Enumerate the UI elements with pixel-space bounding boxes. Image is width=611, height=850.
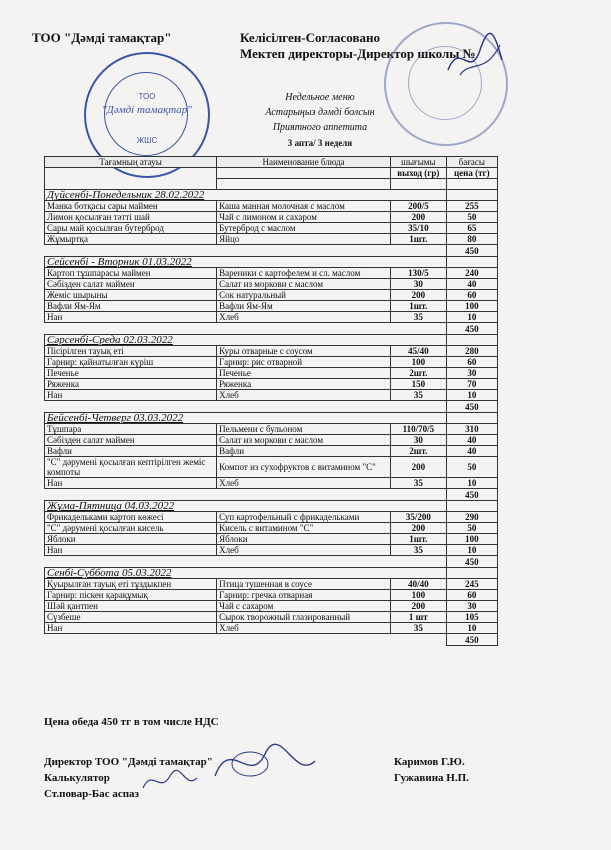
dish-yield: 35/200 <box>391 512 447 523</box>
dish-name-kz: Ряженка <box>45 379 217 390</box>
dish-name-ru: Суп картофельный с фрикадельками <box>217 512 391 523</box>
dish-yield: 1шт. <box>391 301 447 312</box>
dish-yield: 1 шт <box>391 612 447 623</box>
table-row <box>45 279 498 290</box>
day-total-row <box>45 323 498 335</box>
col-yield-kz: шығымы <box>391 157 447 168</box>
col-price-ru: цена (тг) <box>446 168 497 179</box>
dish-name-kz: Печенье <box>45 368 217 379</box>
day-header-row <box>45 501 498 512</box>
day-header-row <box>45 413 498 424</box>
day-title: Сәрсенбі-Среда 02.03.2022 <box>45 335 447 346</box>
dish-name-ru: Сок натуральный <box>217 290 391 301</box>
dish-yield: 200/5 <box>391 201 447 212</box>
dish-name-ru: Гарнир: рис отварной <box>217 357 391 368</box>
table-row <box>45 446 498 457</box>
dish-yield: 100 <box>391 357 447 368</box>
day-header-row <box>45 335 498 346</box>
dish-name-ru: Хлеб <box>217 312 391 323</box>
menu-subtitle-ru: Приятного аппетита <box>272 122 368 133</box>
dish-name-ru: Сырок творожный глазированный <box>217 612 391 623</box>
col-price-kz: бағасы <box>446 157 497 168</box>
dish-name-ru: Хлеб <box>217 623 391 634</box>
dish-yield: 35/10 <box>391 223 447 234</box>
dish-name-kz: Сәбізден салат маймен <box>45 435 217 446</box>
table-row <box>45 346 498 357</box>
menu-subtitle-kz: Астарыңыз дәмді болсын <box>265 107 375 118</box>
dish-price: 240 <box>446 268 497 279</box>
table-row <box>45 312 498 323</box>
day-title: Дүйсенбі-Понедельник 28.02.2022 <box>45 190 447 201</box>
dish-name-ru: Яблоки <box>217 534 391 545</box>
signature-director-mark <box>210 736 320 796</box>
dish-price: 50 <box>446 523 497 534</box>
day-total: 450 <box>446 245 497 257</box>
dish-name-ru: Салат из моркови с маслом <box>217 435 391 446</box>
table-row <box>45 379 498 390</box>
table-row <box>45 424 498 435</box>
day-total: 450 <box>446 401 497 413</box>
day-total-row <box>45 634 498 646</box>
dish-name-kz: Сәбізден салат маймен <box>45 279 217 290</box>
menu-title: Недельное меню <box>285 92 355 103</box>
dish-name-kz: Фрикадельками картоп көжесі <box>45 512 217 523</box>
table-row <box>45 612 498 623</box>
table-row <box>45 534 498 545</box>
day-total: 450 <box>446 556 497 568</box>
dish-yield: 2шт. <box>391 368 447 379</box>
dish-name-ru: Куры отварные с соусом <box>217 346 391 357</box>
dish-yield: 35 <box>391 478 447 489</box>
dish-name-kz: Нан <box>45 478 217 489</box>
dish-price: 40 <box>446 446 497 457</box>
dish-name-ru: Вафли <box>217 446 391 457</box>
dish-name-ru: Чай с лимоном и сахаром <box>217 212 391 223</box>
dish-price: 245 <box>446 579 497 590</box>
dish-price: 60 <box>446 590 497 601</box>
dish-yield: 35 <box>391 312 447 323</box>
dish-price: 50 <box>446 212 497 223</box>
dish-yield: 200 <box>391 212 447 223</box>
col-ru-name: Наименование блюда <box>217 157 391 168</box>
dish-name-kz: "С" дәрумені қосылған кептірілген жеміс компоты <box>45 457 217 478</box>
dish-price: 290 <box>446 512 497 523</box>
dish-name-kz: Гарнир: қайнатылған күріш <box>45 357 217 368</box>
header-row <box>45 157 498 168</box>
day-header-row <box>45 257 498 268</box>
dish-name-kz: Яблоки <box>45 534 217 545</box>
signature-name-director: Каримов Г.Ю. <box>394 756 465 768</box>
company-name: ТОО "Дәмді тамақтар" <box>32 30 172 45</box>
table-row <box>45 290 498 301</box>
dish-yield: 30 <box>391 435 447 446</box>
table-row <box>45 201 498 212</box>
dish-name-kz: Сүзбеше <box>45 612 217 623</box>
day-title: Бейсенбі-Четверг 03.03.2022 <box>45 413 447 424</box>
dish-name-ru: Птица тушенная в соусе <box>217 579 391 590</box>
dish-name-ru: Салат из моркови с маслом <box>217 279 391 290</box>
dish-name-kz: Нан <box>45 390 217 401</box>
table-row <box>45 623 498 634</box>
dish-name-ru: Ряженка <box>217 379 391 390</box>
dish-yield: 130/5 <box>391 268 447 279</box>
dish-price: 10 <box>446 623 497 634</box>
day-title: Сенбі-Суббота 05.03.2022 <box>45 568 447 579</box>
table-row <box>45 301 498 312</box>
director-signature <box>440 30 510 90</box>
dish-name-ru: Печенье <box>217 368 391 379</box>
dish-price: 65 <box>446 223 497 234</box>
table-row <box>45 601 498 612</box>
day-title: Жұма-Пятница 04.03.2022 <box>45 501 447 512</box>
dish-name-ru: Кисель с витамином "С" <box>217 523 391 534</box>
dish-name-kz: Жұмыртқа <box>45 234 217 245</box>
table-row <box>45 579 498 590</box>
table-row <box>45 234 498 245</box>
dish-name-kz: Гарнир: піскен қарақұмық <box>45 590 217 601</box>
dish-yield: 1шт. <box>391 534 447 545</box>
dish-name-kz: Вафли <box>45 446 217 457</box>
dish-name-kz: Картоп тұшпарасы маймен <box>45 268 217 279</box>
dish-price: 60 <box>446 290 497 301</box>
dish-yield: 35 <box>391 623 447 634</box>
day-header-row <box>45 190 498 201</box>
dish-yield: 150 <box>391 379 447 390</box>
day-total: 450 <box>446 634 497 646</box>
dish-yield: 40/40 <box>391 579 447 590</box>
dish-name-ru: Хлеб <box>217 545 391 556</box>
day-total-row <box>45 401 498 413</box>
dish-name-ru: Бутерброд с маслом <box>217 223 391 234</box>
dish-name-ru: Вафли Ям-Ям <box>217 301 391 312</box>
dish-yield: 200 <box>391 290 447 301</box>
signature-role-director: Директор ТОО "Дәмді тамақтар" <box>44 756 213 768</box>
day-header-row <box>45 568 498 579</box>
day-total-row <box>45 556 498 568</box>
dish-name-kz: Тұшпара <box>45 424 217 435</box>
table-row <box>45 523 498 534</box>
table-row <box>45 212 498 223</box>
dish-price: 30 <box>446 368 497 379</box>
dish-price: 60 <box>446 357 497 368</box>
stamp-name-text: "Дәмді тамақтар" <box>102 104 192 116</box>
price-note: Цена обеда 450 тг в том числе НДС <box>44 716 219 728</box>
dish-name-ru: Гарнир: гречка отварная <box>217 590 391 601</box>
col-yield-ru: выход (гр) <box>391 168 447 179</box>
dish-price: 40 <box>446 435 497 446</box>
table-row <box>45 390 498 401</box>
dish-yield: 200 <box>391 457 447 478</box>
dish-price: 70 <box>446 379 497 390</box>
dish-yield: 35 <box>391 390 447 401</box>
dish-yield: 30 <box>391 279 447 290</box>
dish-yield: 2шт. <box>391 446 447 457</box>
dish-name-kz: Манка ботқасы сары маймен <box>45 201 217 212</box>
table-row <box>45 590 498 601</box>
dish-price: 280 <box>446 346 497 357</box>
stamp-top-text: ТОО <box>138 92 156 101</box>
dish-name-ru: Каша манная молочная с маслом <box>217 201 391 212</box>
dish-price: 50 <box>446 457 497 478</box>
stamp-bottom-text: ЖШС <box>136 136 158 145</box>
signature-role-calculator: Калькулятор <box>44 772 110 784</box>
dish-name-kz: Лимон қосылған тәтті шай <box>45 212 217 223</box>
dish-name-ru: Чай с сахаром <box>217 601 391 612</box>
dish-name-ru: Яйцо <box>217 234 391 245</box>
signature-calculator-mark <box>140 766 200 796</box>
dish-price: 40 <box>446 279 497 290</box>
table-row <box>45 368 498 379</box>
dish-price: 100 <box>446 301 497 312</box>
dish-price: 100 <box>446 534 497 545</box>
dish-yield: 100 <box>391 590 447 601</box>
dish-yield: 200 <box>391 523 447 534</box>
signature-name-calculator: Гужавина Н.П. <box>394 772 469 784</box>
day-total: 450 <box>446 489 497 501</box>
signature-role-chef: Ст.повар-Бас аспаз <box>44 788 139 800</box>
dish-name-kz: "С" дәрумені қосылған кисель <box>45 523 217 534</box>
dish-yield: 45/40 <box>391 346 447 357</box>
agreed-label: Келісілген-Согласовано <box>240 30 380 45</box>
dish-price: 80 <box>446 234 497 245</box>
dish-name-kz: Нан <box>45 623 217 634</box>
table-row <box>45 223 498 234</box>
header-row-2 <box>45 168 498 179</box>
dish-name-ru: Вареники с картофелем и сл. маслом <box>217 268 391 279</box>
table-row <box>45 478 498 489</box>
dish-yield: 1шт. <box>391 234 447 245</box>
dish-name-ru: Компот из сухофруктов с витамином "С" <box>217 457 391 478</box>
dish-name-kz: Сары май қосылған бутерброд <box>45 223 217 234</box>
day-title: Сейсенбі - Вторник 01.03.2022 <box>45 257 447 268</box>
dish-price: 30 <box>446 601 497 612</box>
dish-name-kz: Пісірілген тауық еті <box>45 346 217 357</box>
col-kz-name: Тағамның атауы <box>45 157 217 168</box>
dish-name-ru: Хлеб <box>217 478 391 489</box>
day-total-row <box>45 489 498 501</box>
table-row <box>45 512 498 523</box>
dish-name-kz: Вафли Ям-Ям <box>45 301 217 312</box>
dish-price: 105 <box>446 612 497 623</box>
dish-price: 255 <box>446 201 497 212</box>
dish-price: 10 <box>446 478 497 489</box>
dish-price: 10 <box>446 312 497 323</box>
dish-yield: 35 <box>391 545 447 556</box>
dish-name-kz: Нан <box>45 545 217 556</box>
table-row <box>45 457 498 478</box>
week-label: 3 апта/ 3 неделя <box>287 138 353 148</box>
dish-name-kz: Шәй қантпен <box>45 601 217 612</box>
table-row <box>45 545 498 556</box>
dish-price: 10 <box>446 390 497 401</box>
dish-name-kz: Жеміс шырыны <box>45 290 217 301</box>
dish-yield: 110/70/5 <box>391 424 447 435</box>
dish-price: 310 <box>446 424 497 435</box>
menu-table <box>44 156 498 646</box>
table-row <box>45 435 498 446</box>
dish-name-ru: Пельмени с бульоном <box>217 424 391 435</box>
day-total-row <box>45 245 498 257</box>
dish-yield: 200 <box>391 601 447 612</box>
dish-name-ru: Хлеб <box>217 390 391 401</box>
dish-name-kz: Нан <box>45 312 217 323</box>
dish-price: 10 <box>446 545 497 556</box>
day-total: 450 <box>446 323 497 335</box>
dish-name-kz: Қуырылған тауық еті тұздыкпен <box>45 579 217 590</box>
table-row <box>45 268 498 279</box>
director-label: Мектеп директоры-Директор школы № <box>240 46 476 61</box>
table-row <box>45 357 498 368</box>
